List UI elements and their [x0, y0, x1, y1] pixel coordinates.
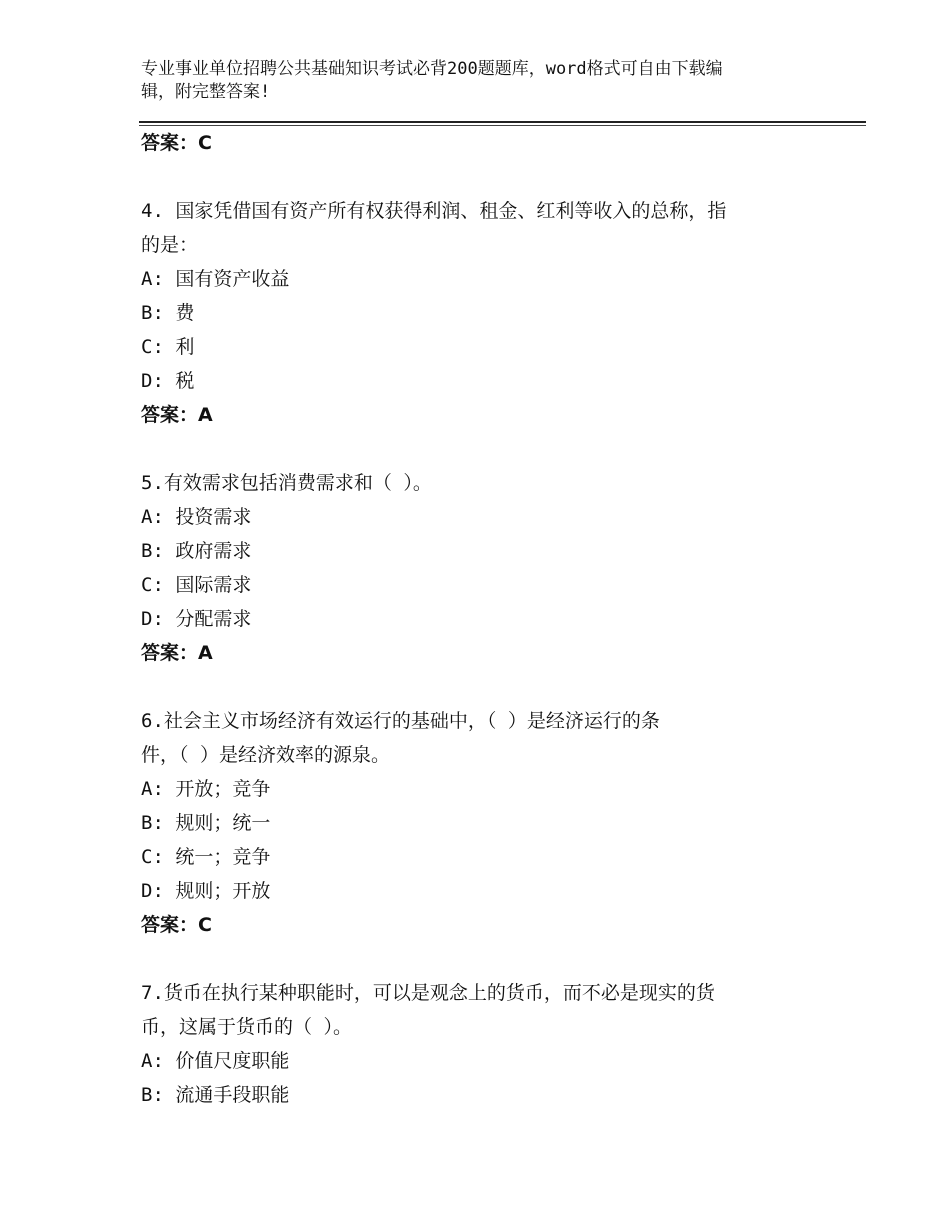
option-a: A: 价值尺度职能	[141, 1050, 290, 1072]
question-stem: 的是：	[141, 234, 199, 256]
question-stem: 5.有效需求包括消费需求和（ ）。	[141, 472, 432, 494]
option-b: B: 政府需求	[141, 540, 252, 562]
question-6	[141, 704, 821, 942]
option-d: D: 分配需求	[141, 608, 252, 630]
document-header	[141, 58, 791, 104]
answer-line: 答案：A	[141, 642, 213, 664]
header-line-2: 辑，附完整答案!	[141, 82, 271, 102]
question-stem: 件，（ ）是经济效率的源泉。	[141, 744, 390, 766]
option-b: B: 规则；统一	[141, 812, 271, 834]
header-line-1: 专业事业单位招聘公共基础知识考试必背200题题库，word格式可自由下载编	[141, 59, 723, 79]
answer-line: 答案：C	[141, 132, 212, 154]
answer-line: 答案：C	[141, 914, 212, 936]
question-stem: 4. 国家凭借国有资产所有权获得利润、租金、红利等收入的总称，指	[141, 200, 727, 222]
answer-line: 答案：A	[141, 404, 213, 426]
question-5	[141, 466, 821, 670]
option-a: A: 开放；竞争	[141, 778, 271, 800]
option-b: B: 流通手段职能	[141, 1084, 290, 1106]
question-4	[141, 194, 821, 432]
option-b: B: 费	[141, 302, 195, 324]
option-a: A: 投资需求	[141, 506, 252, 528]
question-list	[141, 126, 821, 1112]
question-7	[141, 976, 821, 1112]
option-d: D: 规则；开放	[141, 880, 271, 902]
option-a: A: 国有资产收益	[141, 268, 290, 290]
header-rule-thick	[139, 121, 866, 123]
option-c: C: 利	[141, 336, 195, 358]
option-c: C: 国际需求	[141, 574, 252, 596]
option-c: C: 统一；竞争	[141, 846, 271, 868]
question-stem: 币，这属于货币的（ ）。	[141, 1016, 352, 1038]
option-d: D: 税	[141, 370, 195, 392]
question-stem: 6.社会主义市场经济有效运行的基础中，（ ）是经济运行的条	[141, 710, 660, 732]
question-stem: 7.货币在执行某种职能时，可以是观念上的货币，而不必是现实的货	[141, 982, 715, 1004]
